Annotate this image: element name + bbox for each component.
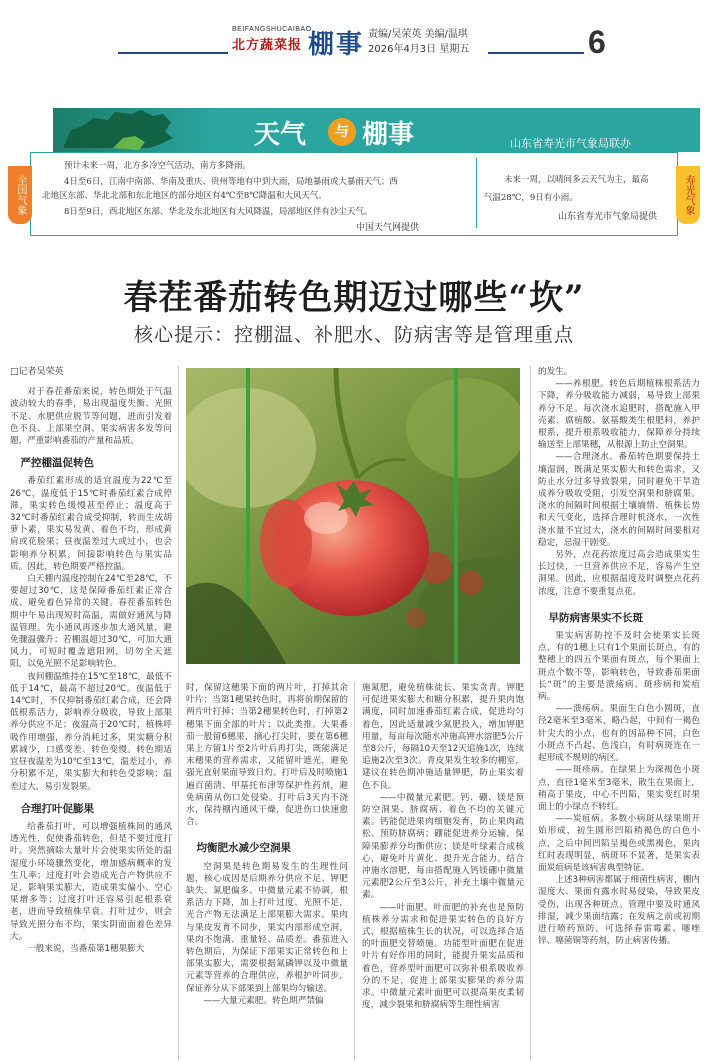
headline: 春茬番茄转色期迈过哪些“坎”	[123, 278, 585, 318]
column-rule	[530, 366, 531, 1060]
intro-paragraph: 对于春茬番茄来说，转色期处于气温波动较大的春季，易出现温度失衡、光照不足、水肥供应脱节等问题，进而引发着色不良、上部果空洞、果实病害多发等问题，严重影响番茄的产量和品质。	[10, 387, 172, 447]
co-organizer: 山东省寿光市气象局联办	[510, 137, 631, 150]
shed-title: 棚事	[362, 120, 415, 150]
national-weather-tag: 全国气象	[8, 166, 32, 224]
body-paragraph: 果实病害防控不及时会使果实长斑点，有的1穗上只有1个果面长斑点，有的整穗上的四五个果面有斑点，每个果面上斑点个数不等，影响转色，导致番茄果面长“斑”的主要是溃疡病、斑疹病和炭疽病。	[538, 631, 700, 703]
body-paragraph: 给番茄打叶，可以增强植株间的通风透光性，促使番茄转色，但是不要过度打叶。突然摘除大量叶片会使果实所处的温湿度小环境骤然变化，增加感病概率的发生几率；过度打叶会造成光合产物供应不足，影响果实膨大，造成果实偏小、空心果增多等；过度打叶还容易引起根系衰老，进而导致植株早衰。打叶过少，则会导致光照分布不均，果实阴面面着色差异大。	[10, 821, 172, 942]
article-column-2	[186, 682, 348, 1060]
body-paragraph: 白天棚内温度控制在24℃至28℃，不要超过30℃，这是保障番茄红素正常合成、避免着色异常的关键。春茬番茄转色期中午易出现短时高温，需做好通风与降温管理。先小通风再逐步加大通风量，避免骤温骤升；若棚温超过30℃，可加大通风力，可短时覆盖遮阳网，切勿全天遮阳，以免光照不足影响转色。	[10, 574, 172, 670]
body-paragraph: 夜间棚温维持在15℃至18℃，最低不低于14℃，最高不超过20℃。夜温低于14℃时，不仅抑制番茄红素合成，还会降低根系活力，影响养分吸收，导致上部果养分供应不足；夜温高于20℃时，植株呼吸作用增强，养分消耗过多，果实糖分积累减少，口感变差、转色变慢。转色期适宜昼夜温差为10℃至13℃，温差过小，养分积累不足，果实膨大和转色受影响；温差过大，易引发裂果。	[10, 671, 172, 792]
body-paragraph: 番茄红素形成的适宜温度为22℃至26℃，温度低于15℃时番茄红素合成停滞，果实转色缓慢甚至停止；温度高于32℃时番茄红素合成受抑制，转而生成胡萝卜素，果实易发黄、着色不均，形成黄肩或花脸果；昼夜温差过大或过小，也会影响养分积累，间接影响转色与果实品质。因此，转色期要严格控温。	[10, 476, 172, 572]
issue-date: 2026年4月3日 星期五	[368, 44, 470, 55]
body-paragraph: ——中微量元素肥。钙、硼、镁是预防空洞果、脐腐病、着色不均的关键元素。钙能促进果肉细胞发育，防止果肉疏松、预防脐腐病；硼能促进养分运输，保障果膨养分均衡供应；镁是叶绿素合成核心，避免叶片黄化、提升光合能力。结合冲施水溶肥，每亩搭配施入钙镁硼中微量元素肥2公斤至3公斤，补充土壤中微量元素。	[362, 792, 524, 901]
weather-divider	[476, 158, 477, 228]
national-forecast-line: 预计未来一周，北方多冷空气活动，南方多降雨。	[64, 161, 252, 171]
article-column-4	[538, 366, 700, 1060]
national-forecast-line: 8日至9日，西北地区东部、华北及东北地区有大风降温，局部地区伴有沙尘天气。	[64, 207, 373, 217]
header-rule-right	[488, 52, 584, 54]
body-paragraph: ——炭疽病。多数小病斑从绿果期开始形成，初生圆形凹陷稍褐色的白色小点，之后中间凹陷呈褐色或黑褐色，果肉红时表现明显，病斑环不显著，是果实表面炭疽病是该病害典型特征。	[538, 814, 700, 873]
map-icon	[53, 108, 213, 152]
body-paragraph: ——养根肥。转色后期植株根系活力下降，养分吸收能力减弱，易导致上部果养分不足。每次浇水追肥时，搭配施入甲壳素、腐植酸、氨基酸类生根肥料，养护根系，提升根系吸收能力，保障养分持续输送至上部果穗，从根源上防止空洞果。	[538, 379, 700, 451]
section-name: 棚事	[308, 30, 365, 60]
body-paragraph: 空洞果是转色期易发生的生理性问题，核心成因是后期养分供应不足、钾肥缺失、氮肥偏多、中微量元素不协调，根系活力下降，加上打叶过度、光照不足，光合产物无法满足上部果膨大需求。果肉与果皮发育不同步，果实内部形成空洞，果肉不饱满、重量轻、品质差。番茄进入转色期后，为保证下部果实正常转色和上部果实膨大，需要根据氮磷钾以及中微量元素等营养的合理供应，养根护叶同步，保证养分从下部果到上部果均匀输送。	[186, 861, 348, 994]
editor-credit: 责编/吴荣英 美编/温琪	[368, 29, 468, 40]
local-weather-tag: 寿光气象	[676, 166, 700, 224]
article-column-3	[362, 682, 524, 1060]
subheadline: 核心提示：控棚温、补肥水、防病害等是管理重点	[133, 324, 574, 346]
column-rule	[178, 366, 179, 1060]
body-paragraph: ——大量元素肥。转色期严禁偏	[203, 995, 324, 1006]
body-paragraph: ——叶面肥。叶面肥的补充也是预防植株养分需求和促进果实转色的良好方式，根据植株生长的状况，可以选择合适的叶面肥交替喷施。功能型叶面肥在促进叶片有好作用的同时，能提升果实品质和着色，营养型叶面肥可以弥补根系吸收养分的不足，促进上部果实膨果的养分需求。中微量元素叶面肥可以提高果皮柔韧度，减少裂果和脐腐病等生理性病害	[362, 902, 524, 1011]
header-rule-left	[118, 52, 228, 54]
section-heading: 均衡肥水减少空洞果	[196, 842, 291, 855]
national-forecast-line: 4日至6日，江南中南部、华南及重庆、贵州等地有中到大雨，局地暴雨或大暴雨天气；西	[64, 177, 398, 187]
page-number: 6	[588, 24, 606, 60]
tomato-image	[186, 368, 520, 664]
section-heading: 严控棚温促转色	[20, 457, 94, 470]
column-rule	[354, 682, 355, 1060]
body-paragraph: 的发生。	[538, 367, 573, 377]
section-heading: 早防病害果实不长斑	[548, 611, 643, 624]
body-paragraph: 一般来说，当番茄第1穗果膨大	[27, 943, 145, 954]
body-paragraph: ——斑疹病。在绿果上为深褐色小斑点，直径1毫米至3毫米，散生在果面上，稍高于果皮，中心不凹陷，果实变红时果面上的小绿点不转红。	[538, 765, 700, 812]
local-forecast-line: 未来一周，以晴间多云天气为主，最高	[504, 175, 649, 185]
section-heading: 合理打叶促膨果	[20, 802, 94, 815]
byline: □记者吴荣英	[10, 367, 64, 377]
masthead-logo: 北方蔬菜报	[232, 38, 303, 53]
body-paragraph: ——合理浇水。番茄转色期要保持土壤湿润，既满足果实膨大和转色需求，又防止水分过多导致裂果，同时避免干旱造成养分吸收受阻，引发空洞果和脐腐果。浇水的间隔时间根据土壤墒情、植株长势和天气变化，选择合理时机浇水，一次性浇水量不宜过大，浇水的间隔时间要相对稳定，忌湿干剧变。	[538, 452, 700, 548]
weather-box	[8, 108, 700, 236]
page-header	[0, 0, 708, 80]
local-forecast-line: 气温28℃，9日有小雨。	[484, 193, 578, 203]
national-forecast-line: 北地区东部、华北北部和东北地区的部分地区有4℃至8℃降温和大风天气。	[42, 191, 327, 201]
body-paragraph: 上述3种病害都属于细菌性病害，棚内湿度大、果面有露水时易侵染，导致果皮受伤，出现各种斑点。管理中要及时通风排湿，减少果面结露；在发病之前或初期进行喷药预防，可选择春雷霉素、噻唑锌、噻菌铜等药剂，防止病害传播。	[538, 875, 700, 947]
tomato-photo	[186, 368, 520, 664]
and-badge: 与	[328, 118, 356, 146]
masthead-english: BEIFANGSHUCAIBAO	[232, 26, 312, 33]
national-credit: 中国天气网提供	[356, 223, 420, 233]
body-paragraph: ——溃疡病。果面生白色小圆斑，直径2毫米至3毫米，略凸起，中间有一褐色针尖大的小点，也有的因品种不同，白色小斑点不凸起、色浅白，有时病斑连在一起形成不规则的病区。	[538, 704, 700, 764]
weather-title: 天气	[254, 120, 307, 150]
article-column-1	[10, 366, 172, 1060]
body-paragraph: 施氮肥，避免植株徒长、果实贪青。钾肥可促进果实膨大和糖分积累，提升果肉饱满度，同时加速番茄红素合成，促进均匀着色，因此适量减少氮肥投入，增加钾肥用量，每亩每次随水冲施高钾水溶肥5公斤至8公斤，每隔10天至12天追施1次，连续追施2次至3次。青皮果发生较多的棚室，建议在转色期冲施适量钾肥，防止果实着色不良。	[362, 683, 524, 791]
body-paragraph: 时，保留这穗果下面的两片叶，打掉其余叶片；当第1穗果转色时，再将前期保留的两片叶打掉；当第2穗果转色时，打掉第2穗果下面全部的叶片；以此类推。大果番茄一般留6穗果，摘心打尖时，要在第6穗果上方留1片至2片叶后再打尖，既能满足末穗果的营养需求，又能留叶遮光，避免强光直射果面导致日灼。打叶后及时喷施1遍百菌清、甲基托布津等保护性药剂，避免病菌从伤口处侵染。打叶后3天内不浇水，保持棚内通风干燥，促进伤口快速愈合。	[186, 683, 348, 828]
body-paragraph: 另外，点花药浓度过高会造成果实生长过快，一旦营养供应不足，容易产生空洞果。因此，应根据温度及时调整点花药浓度，注意不要重复点花。	[538, 550, 700, 597]
local-credit: 山东省寿光市气象局提供	[558, 212, 658, 222]
